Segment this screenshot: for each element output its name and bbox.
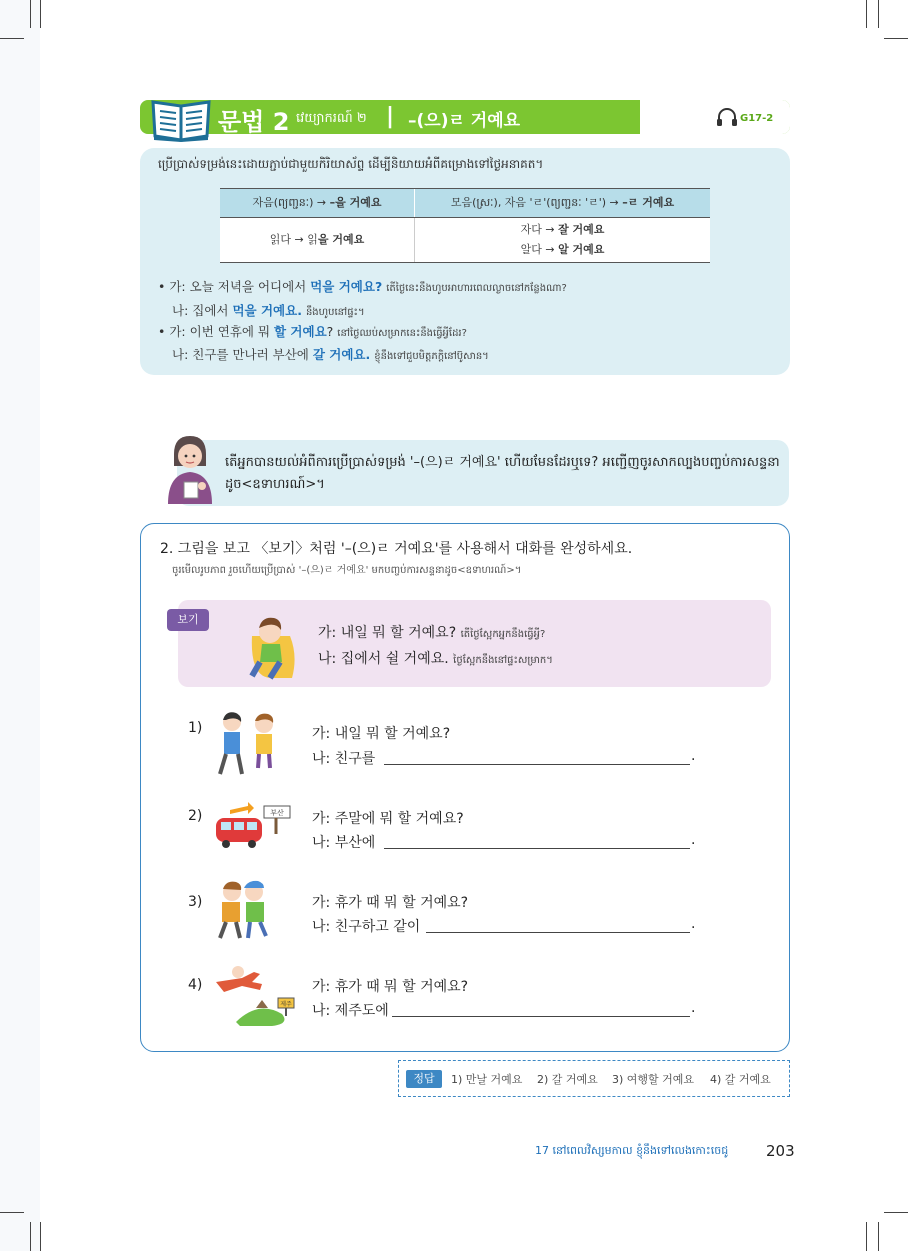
answer-item: 2) 갈 거예요 [537,1073,598,1086]
plane-island-illustration [212,962,297,1030]
island-sign-text: 제주 [280,1001,292,1008]
example-question: 가: 내일 뭐 할 거예요? តើថ្ងៃស្អែកអ្នកនឹងធ្វើអ្វី? [318,625,546,641]
item-period: . [691,1000,696,1016]
item-answer-prompt: 나: 친구하고 같이 [312,919,421,935]
crop-mark [0,1212,24,1213]
item-answer-prompt: 나: 친구를 [312,751,376,767]
crop-mark [884,1212,908,1213]
item-number: 2) [188,808,203,824]
exercise-question-khmer: ចូរមើលរូបភាព រួចហើយប្រើប្រាស់ '–(으)ㄹ 거예요' មកបញ្ចប់ការសន្ទនាដូច<ឧទាហរណ៍>។ [172,565,522,576]
crop-mark [866,0,867,28]
item-question: 가: 휴가 때 뭐 할 거예요? [312,895,469,911]
item-answer-prompt: 나: 부산에 [312,835,376,851]
item-question: 가: 주말에 뭐 할 거예요? [312,811,464,827]
crop-mark [884,38,908,39]
item-number: 4) [188,977,203,993]
resting-person-illustration [240,606,302,682]
example-line: 나: 친구를 만나러 부산에 갈 거예요. ខ្ញុំនឹងទៅជួបមិត្តភក្តិនៅប៊ូសាន។ [172,347,489,362]
answer-item: 4) 갈 거예요 [710,1073,771,1086]
conjugation-table [220,188,710,263]
example-line: • 가: 오늘 저녁을 어디에서 먹을 거예요? តើថ្ងៃនេះនឹងហូបអាហារពេលល្ងាចនៅកន្លែងណា? [158,279,567,294]
table-cell-consonant-example: 읽다 → 읽을 거예요 [220,218,415,263]
page-number: 203 [766,1142,795,1160]
item-question: 가: 내일 뭐 할 거예요? [312,726,451,742]
section-title: 문법 2 [218,108,290,136]
table-header-consonant: 자음(ព្យញ្ជនៈ) → –을 거예요 [220,189,415,218]
answer-blank[interactable] [384,848,690,849]
crop-mark [30,1222,31,1251]
crop-mark [40,0,41,28]
grammar-intro: ប្រើប្រាស់ទម្រង់នេះដោយភ្ជាប់ជាមួយកិរិយាស័ព្ទ ដើម្បីនិយាយអំពីគម្រោងទៅថ្ងៃអនាគត។ [158,157,544,171]
answer-key-tag: 정답 [406,1070,442,1088]
exercise-question: 2. 그림을 보고 〈보기〉처럼 '–(으)ㄹ 거예요'를 사용해서 대화를 완성하세요. [160,541,633,557]
grammar-pattern-title: –(으)ㄹ 거예요 [408,111,521,131]
item-number: 1) [188,720,203,736]
item-number: 3) [188,894,203,910]
crop-mark [878,1222,879,1251]
headphones-icon[interactable] [716,107,738,127]
table-cell-vowel-example: 자다 → 잘 거예요 알다 → 알 거예요 [415,218,711,263]
answer-item: 3) 여행할 거예요 [612,1073,695,1086]
crop-mark [30,0,31,28]
audio-track-code[interactable]: G17-2 [740,113,774,124]
page-margin [0,0,40,1251]
example-line: • 가: 이번 연휴에 뭐 할 거예요? នៅថ្ងៃឈប់សម្រាកនេះនឹងធ្វើអ្វីដែរ? [158,324,467,339]
crop-mark [40,1222,41,1251]
crop-mark [866,1222,867,1251]
chapter-footer: 17 នៅពេលវិស្សមកាល ខ្ញុំនឹងទៅលេងកោះចេជូ [535,1144,729,1157]
section-khmer-label: វេយ្យាករណ៍ ២ [296,111,367,126]
answer-blank[interactable] [384,764,690,765]
header-separator: | [386,104,395,129]
table-header-vowel: 모음(ស្រៈ), 자음 'ㄹ'(ព្យញ្ជនៈ 'ㄹ') → –ㄹ 거예요 [415,189,711,218]
crop-mark [878,0,879,28]
crop-mark [0,38,24,39]
answer-item: 1) 만날 거예요 [451,1073,523,1086]
bus-sign-text: 부산 [270,809,284,817]
item-period: . [691,916,696,932]
teacher-illustration [160,432,220,504]
bus-sign-illustration [212,800,297,855]
example-tag: 보기 [167,609,209,631]
book-icon [150,96,212,142]
item-period: . [691,832,696,848]
teacher-note-text: តើអ្នកបានយល់អំពីការប្រើប្រាស់ទម្រង់ '–(으)ㄹ 거예요' ហើយមែនដែរឬទេ? អញ្ជើញចូរសាកល្បងបញ្ចប់ការសន្ទនាដូច<ឧទាហរណ៍>។ [225,455,780,492]
item-period: . [691,748,696,764]
answer-blank[interactable] [392,1016,690,1017]
item-question: 가: 휴가 때 뭐 할 거예요? [312,979,469,995]
two-friends-illustration [212,708,282,778]
item-answer-prompt: 나: 제주도에 [312,1003,389,1019]
hiking-friends-illustration [214,878,274,940]
example-line: 나: 집에서 먹을 거예요. នឹងហូបនៅផ្ទះ។ [172,303,365,318]
answer-blank[interactable] [426,932,690,933]
example-answer: 나: 집에서 쉴 거예요. ថ្ងៃស្អែកនឹងនៅផ្ទះសម្រាក។ [318,651,553,667]
